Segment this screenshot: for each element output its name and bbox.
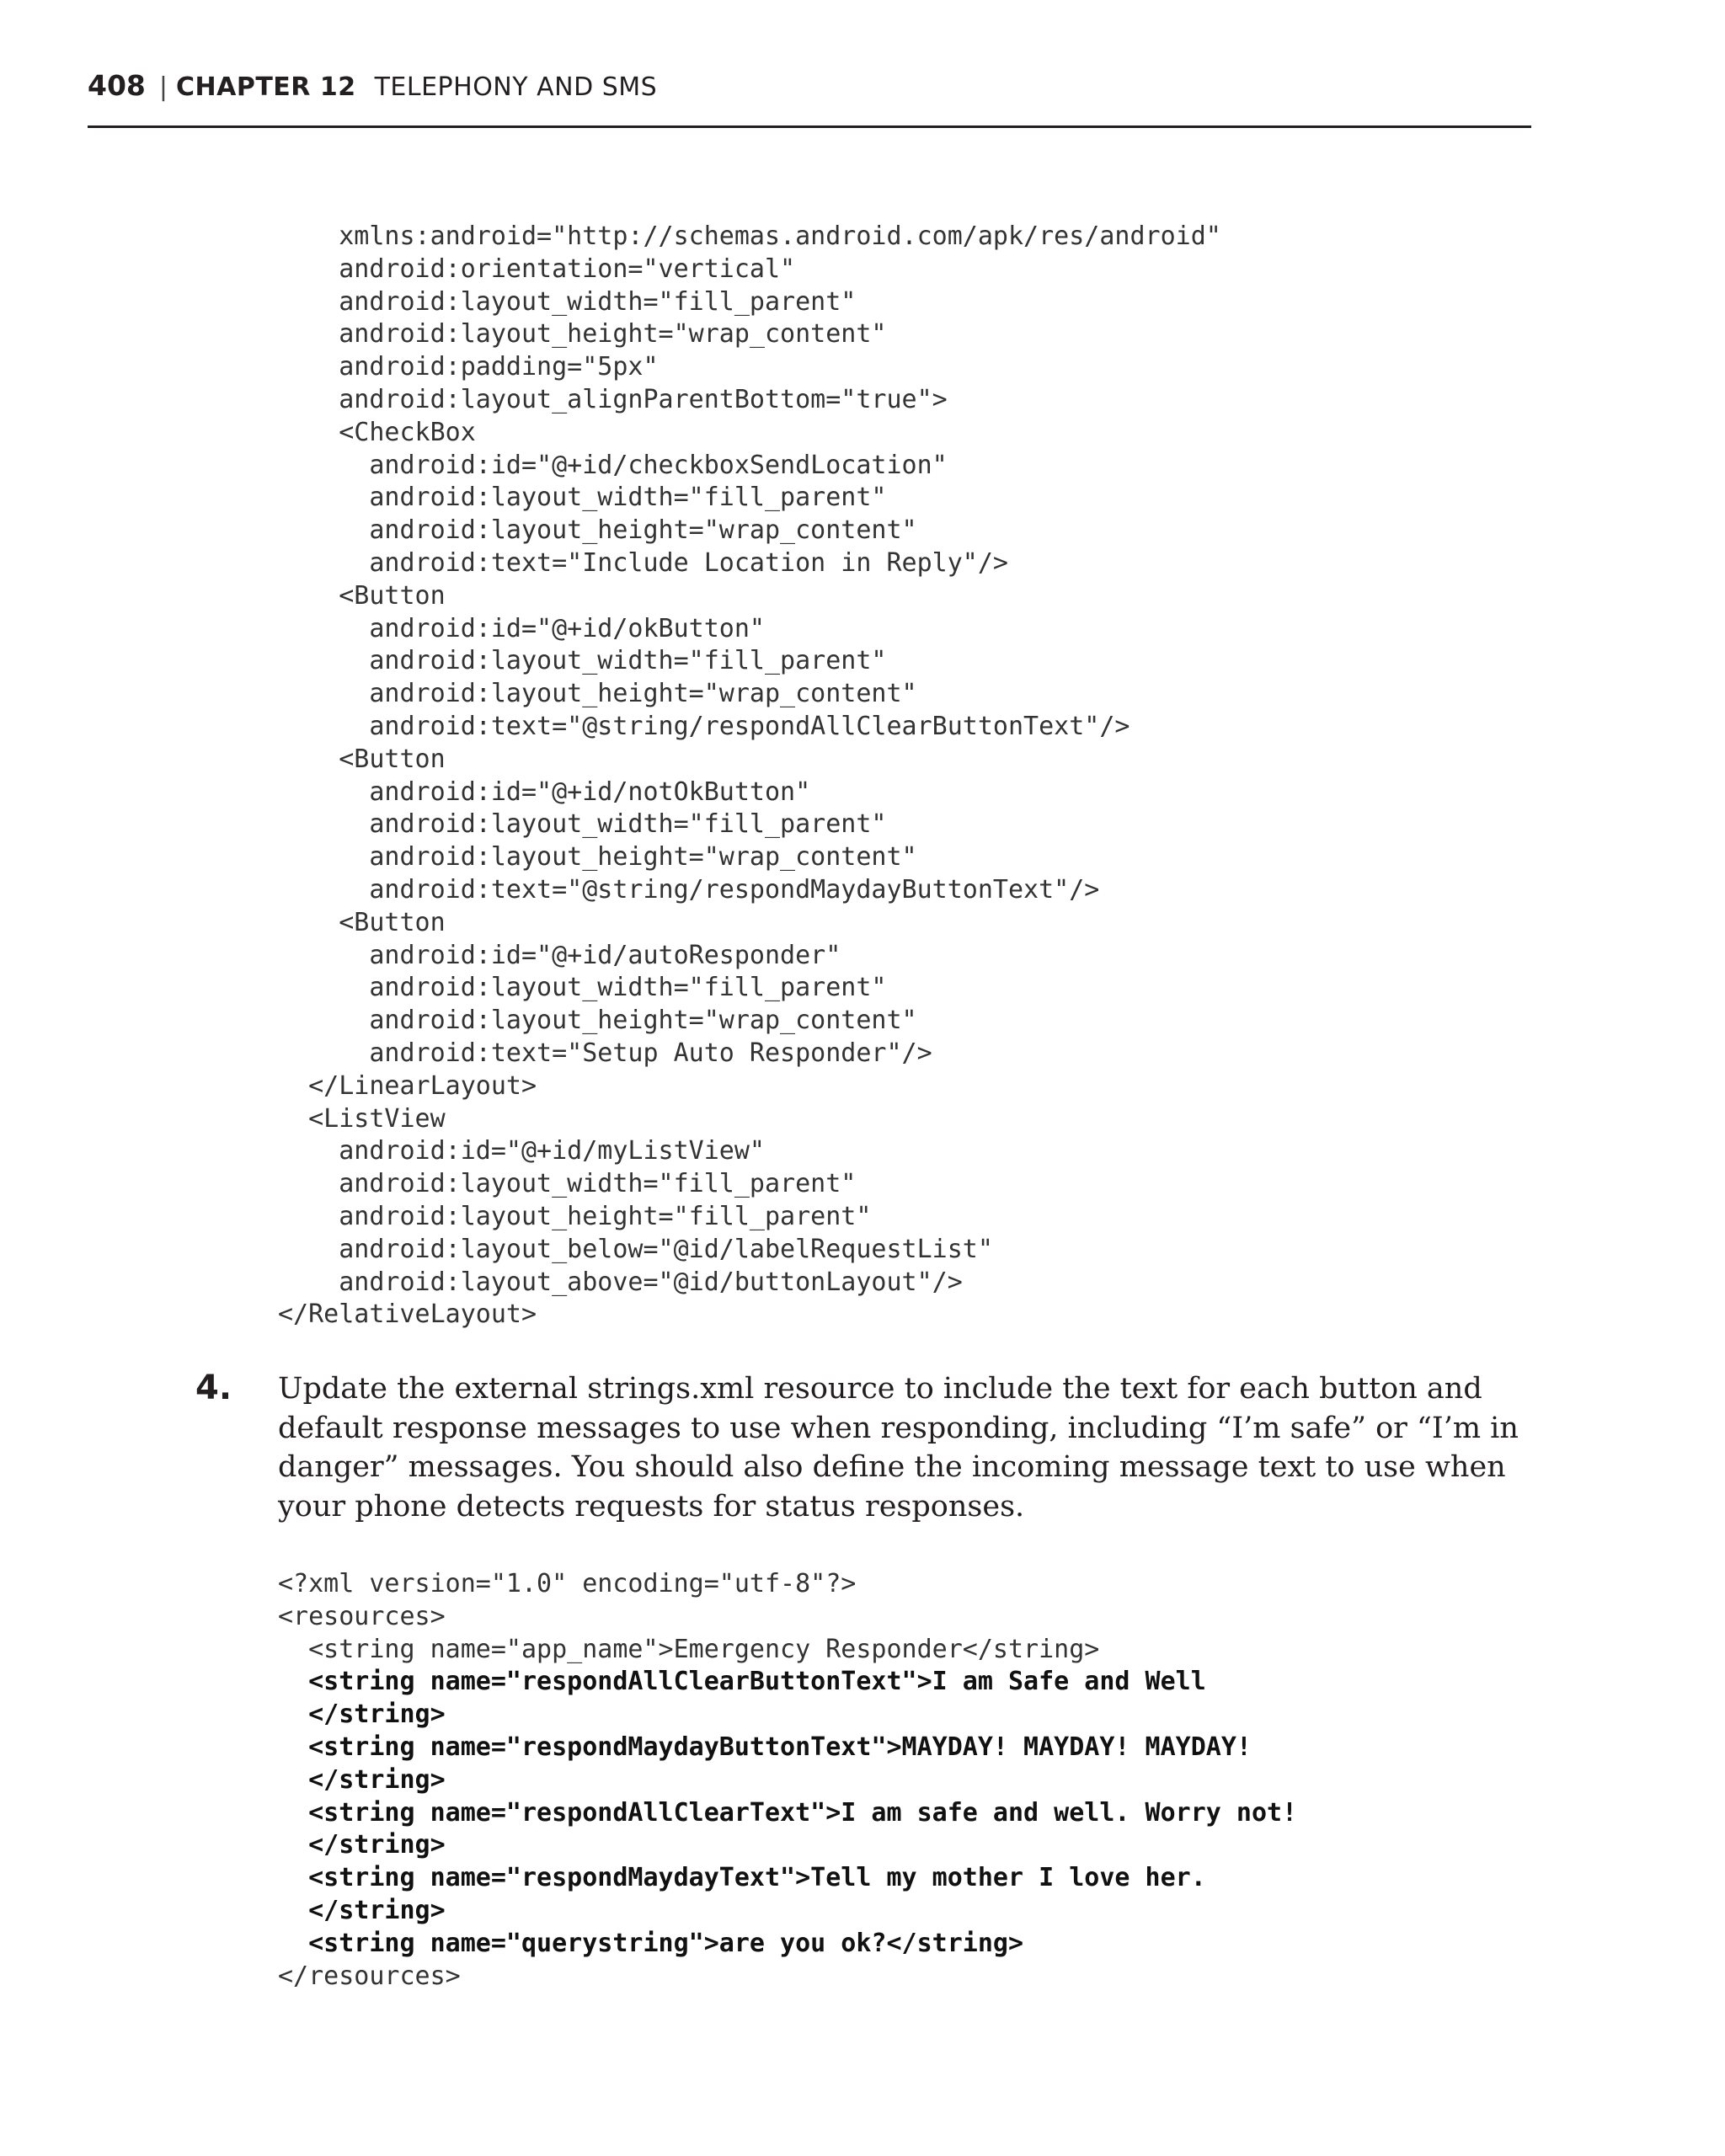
code-line: android:id="@+id/notOkButton" <box>278 776 811 807</box>
code-line: android:layout_below="@id/labelRequestList" <box>278 1234 993 1264</box>
code-line: android:id="@+id/okButton" <box>278 613 765 643</box>
code-line: android:layout_alignParentBottom="true"> <box>278 384 948 414</box>
code-line: <Button <box>278 744 446 774</box>
chapter-title: TELEPHONY AND SMS <box>374 72 658 102</box>
step-text: Update the external strings.xml resource to include the text for each button and default response messages to use when responding, including “I’m safe” or “I’m in danger” messages. You should also define the incoming message text to use when your phone detects requests for status responses. <box>278 1372 1519 1524</box>
code-line: </resources> <box>278 1961 461 1991</box>
code-line: </string> <box>278 1830 446 1860</box>
code-line: android:layout_height="wrap_content" <box>278 842 917 873</box>
page-number: 408 <box>88 69 146 102</box>
code-line: android:layout_width="fill_parent" <box>278 286 857 317</box>
code-listing-strings <box>278 1568 1297 1993</box>
code-line: </string> <box>278 1764 446 1795</box>
code-line: android:layout_width="fill_parent" <box>278 483 887 513</box>
code-line: xmlns:android="http://schemas.android.com/apk/res/android" <box>278 221 1221 251</box>
code-line: android:orientation="vertical" <box>278 253 796 284</box>
code-line: </LinearLayout> <box>278 1070 537 1101</box>
code-line: android:layout_height="wrap_content" <box>278 679 917 709</box>
code-line: <string name="app_name">Emergency Responder</string> <box>278 1634 1100 1664</box>
code-line: <string name="respondAllClearText">I am safe and well. Worry not! <box>278 1797 1298 1828</box>
code-line: <?xml version="1.0" encoding="utf-8"?> <box>278 1569 857 1598</box>
code-line: <string name="querystring">are you ok?</string> <box>278 1928 1024 1958</box>
chapter-label: CHAPTER 12 <box>176 72 356 102</box>
code-line: <resources> <box>278 1601 446 1631</box>
code-line: android:layout_height="wrap_content" <box>278 515 917 546</box>
code-line: android:layout_height="wrap_content" <box>278 319 887 350</box>
header-separator: | <box>158 72 168 102</box>
code-line: android:text="@string/respondAllClearButtonText"/> <box>278 711 1130 741</box>
code-line: android:padding="5px" <box>278 352 659 382</box>
code-line: android:layout_width="fill_parent" <box>278 646 887 676</box>
code-line: android:id="@+id/myListView" <box>278 1136 765 1166</box>
code-line: android:layout_width="fill_parent" <box>278 809 887 840</box>
code-line: android:id="@+id/checkboxSendLocation" <box>278 450 948 480</box>
code-line: <string name="respondAllClearButtonText">I am Safe and Well <box>278 1667 1206 1697</box>
code-line: android:layout_height="fill_parent" <box>278 1201 872 1231</box>
code-line: </string> <box>278 1700 446 1730</box>
code-line: android:text="@string/respondMaydayButtonText"/> <box>278 874 1100 905</box>
code-listing-layout <box>278 221 1221 1331</box>
code-line: <CheckBox <box>278 417 476 447</box>
code-line: <Button <box>278 907 446 937</box>
code-line: <Button <box>278 580 446 611</box>
code-line: android:text="Setup Auto Responder"/> <box>278 1038 932 1068</box>
code-line: <string name="respondMaydayText">Tell my mother I love her. <box>278 1863 1206 1893</box>
code-line: android:text="Include Location in Reply"/> <box>278 547 1008 578</box>
code-line: android:id="@+id/autoResponder" <box>278 940 841 970</box>
code-line: <ListView <box>278 1103 446 1134</box>
code-line: android:layout_width="fill_parent" <box>278 973 887 1003</box>
code-line: <string name="respondMaydayButtonText">MAYDAY! MAYDAY! MAYDAY! <box>278 1732 1252 1762</box>
running-header <box>88 64 657 108</box>
code-line: android:layout_above="@id/buttonLayout"/> <box>278 1267 963 1297</box>
code-line: </RelativeLayout> <box>278 1299 537 1330</box>
header-rule <box>88 125 1531 128</box>
code-line: android:layout_width="fill_parent" <box>278 1169 857 1199</box>
step-number: 4. <box>195 1369 232 1407</box>
code-line: android:layout_height="wrap_content" <box>278 1006 917 1036</box>
code-line: </string> <box>278 1895 446 1925</box>
